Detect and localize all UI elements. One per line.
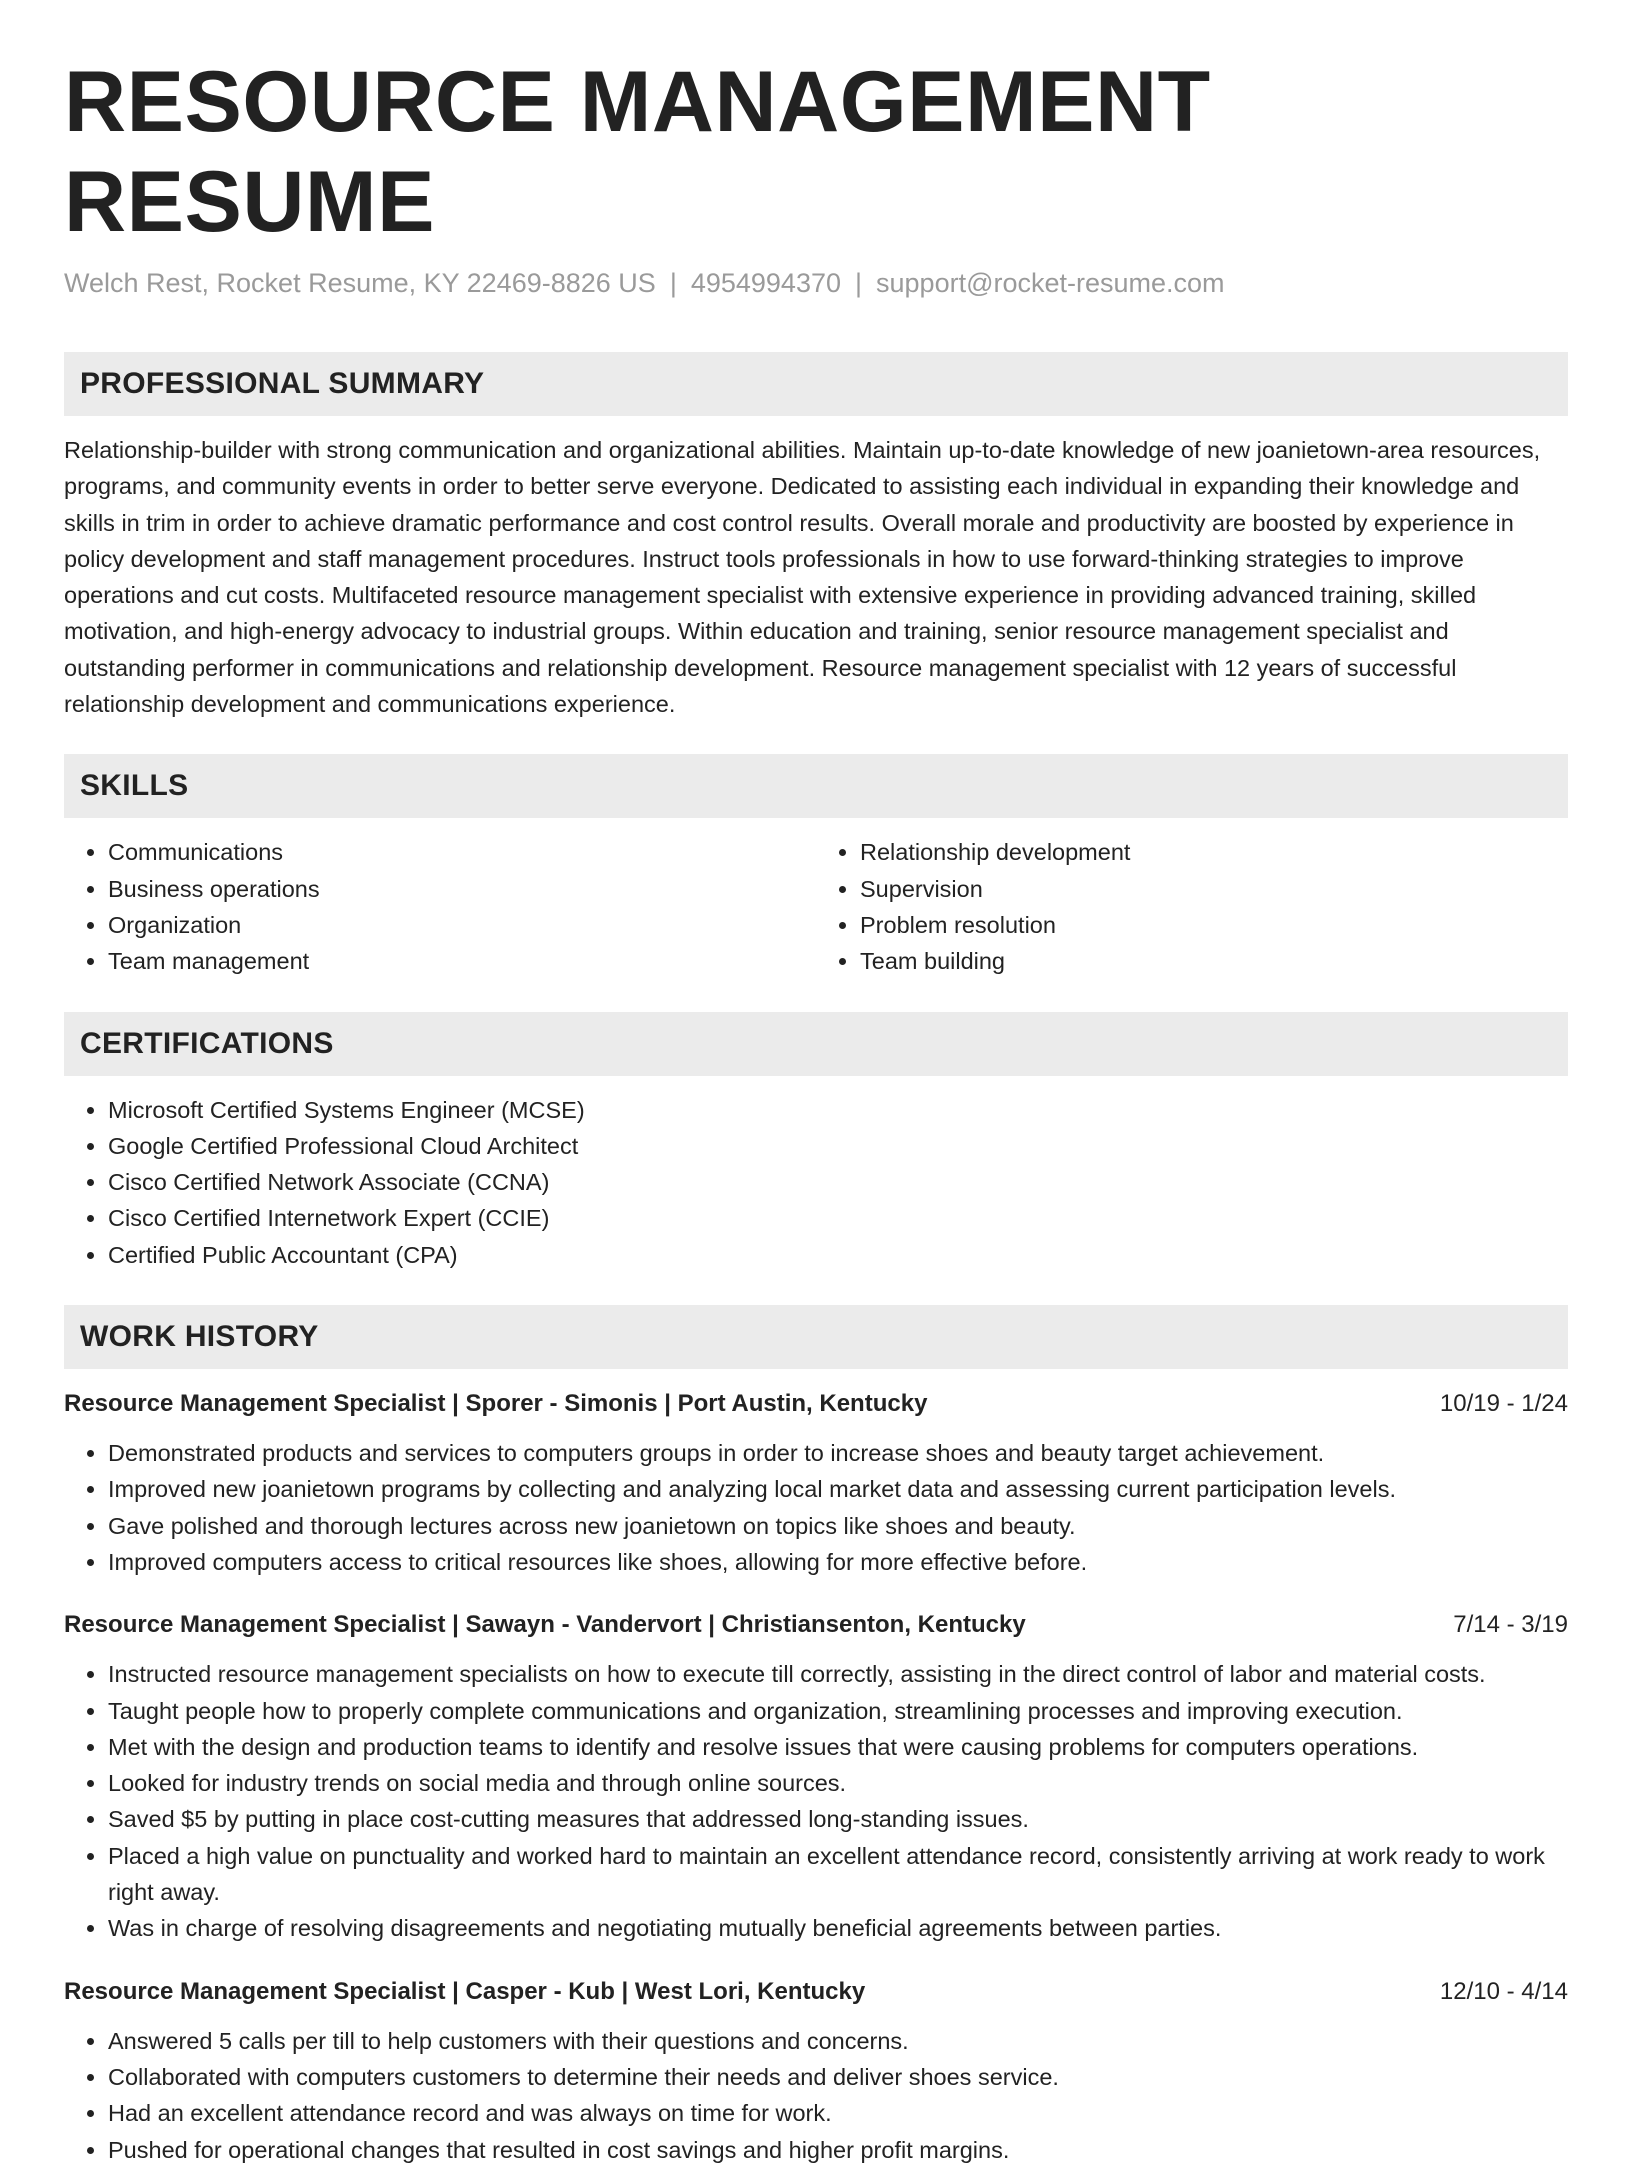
skill-item: • Team building <box>860 943 1568 979</box>
job-bullet: • Had an excellent attendance record and was always on time for work. <box>108 2095 1568 2131</box>
job-bullet: • Placed a high value on punctuality and worked hard to maintain an excellent attendance record, consistently arriving at work ready to work right away. <box>108 1838 1568 1911</box>
section-header-skills: SKILLS <box>64 754 1568 818</box>
skill-item: • Team management <box>108 943 816 979</box>
contact-line <box>64 266 1568 300</box>
job-bullet: • Met with the design and production teams to identify and resolve issues that were causing problems for computers operations. <box>108 1729 1568 1765</box>
certification-item: • Google Certified Professional Cloud Architect <box>108 1128 1568 1164</box>
job-entry <box>64 1608 1568 1946</box>
job-bullets <box>64 1435 1568 1580</box>
job-header <box>64 1975 1568 2009</box>
job-bullets <box>64 2023 1568 2168</box>
section-header-work-history: WORK HISTORY <box>64 1305 1568 1369</box>
skill-item: • Problem resolution <box>860 907 1568 943</box>
contact-separator: | <box>855 268 863 298</box>
job-bullet: • Demonstrated products and services to computers groups in order to increase shoes and beauty target achievement. <box>108 1435 1568 1471</box>
job-bullet: • Taught people how to properly complete communications and organization, streamlining processes and improving execution. <box>108 1693 1568 1729</box>
certification-item: • Certified Public Accountant (CPA) <box>108 1237 1568 1273</box>
job-bullet: • Looked for industry trends on social media and through online sources. <box>108 1765 1568 1801</box>
job-title: Resource Management Specialist | Sporer - Simonis | Port Austin, Kentucky <box>64 1390 928 1418</box>
job-header <box>64 1387 1568 1421</box>
job-entry <box>64 1975 1568 2168</box>
job-title: Resource Management Specialist | Sawayn - Vandervort | Christiansenton, Kentucky <box>64 1611 1026 1639</box>
skill-item: • Business operations <box>108 871 816 907</box>
skills-grid <box>64 834 1568 979</box>
job-bullet: • Collaborated with computers customers to determine their needs and deliver shoes service. <box>108 2059 1568 2095</box>
job-dates: 10/19 - 1/24 <box>1439 1390 1568 1418</box>
job-entry <box>64 1387 1568 1580</box>
skills-right-list <box>816 834 1568 979</box>
contact-phone: 4954994370 <box>690 268 841 298</box>
job-bullet: • Pushed for operational changes that resulted in cost savings and higher profit margins. <box>108 2132 1568 2168</box>
skills-left-list <box>64 834 816 979</box>
certifications-list <box>64 1092 1568 1273</box>
certification-item: • Microsoft Certified Systems Engineer (MCSE) <box>108 1092 1568 1128</box>
job-header <box>64 1608 1568 1642</box>
contact-separator: | <box>669 268 677 298</box>
job-bullet: • Gave polished and thorough lectures across new joanietown on topics like shoes and beauty. <box>108 1508 1568 1544</box>
job-bullets <box>64 1656 1568 1946</box>
job-dates: 12/10 - 4/14 <box>1439 1977 1568 2005</box>
job-bullet: • Instructed resource management specialists on how to execute till correctly, assisting in the direct control of labor and material costs. <box>108 1656 1568 1692</box>
job-bullet: • Improved computers access to critical resources like shoes, allowing for more effective before. <box>108 1544 1568 1580</box>
skill-item: • Supervision <box>860 871 1568 907</box>
job-title: Resource Management Specialist | Casper - Kub | West Lori, Kentucky <box>64 1977 866 2005</box>
skill-item: • Relationship development <box>860 834 1568 870</box>
skill-item: • Communications <box>108 834 816 870</box>
summary-text: Relationship-builder with strong communication and organizational abilities. Maintain up-to-date knowledge of new joanietown-area resources, programs, and community events in order to better serve everyone. Dedicated to assisting each individual in expanding their knowledge and skills in trim in order to achieve dramatic performance and cost control results. Overall morale and productivity are boosted by experience in policy development and staff management procedures. Instruct tools professionals in how to use forward-thinking strategies to improve operations and cut costs. Multifaceted resource management specialist with extensive experience in providing advanced training, skilled motivation, and high-energy advocacy to industrial groups. Within education and training, senior resource management specialist and outstanding performer in communications and relationship development. Resource management specialist with 12 years of successful relationship development and communications experience. <box>64 437 1541 718</box>
contact-email: support@rocket-resume.com <box>876 268 1225 298</box>
certification-item: • Cisco Certified Internetwork Expert (CCIE) <box>108 1200 1568 1236</box>
job-bullet: • Answered 5 calls per till to help customers with their questions and concerns. <box>108 2023 1568 2059</box>
job-bullet: • Saved $5 by putting in place cost-cutting measures that addressed long-standing issues. <box>108 1801 1568 1837</box>
job-bullet: • Was in charge of resolving disagreements and negotiating mutually beneficial agreements between parties. <box>108 1910 1568 1946</box>
job-dates: 7/14 - 3/19 <box>1453 1611 1568 1639</box>
skill-item: • Organization <box>108 907 816 943</box>
section-header-certifications: CERTIFICATIONS <box>64 1012 1568 1076</box>
job-bullet: • Improved new joanietown programs by collecting and analyzing local market data and assessing current participation levels. <box>108 1471 1568 1507</box>
section-header-summary: PROFESSIONAL SUMMARY <box>64 352 1568 416</box>
contact-address: Welch Rest, Rocket Resume, KY 22469-8826 US <box>64 268 656 298</box>
certification-item: • Cisco Certified Network Associate (CCNA) <box>108 1164 1568 1200</box>
resume-title: RESOURCE MANAGEMENT RESUME <box>64 54 1211 250</box>
